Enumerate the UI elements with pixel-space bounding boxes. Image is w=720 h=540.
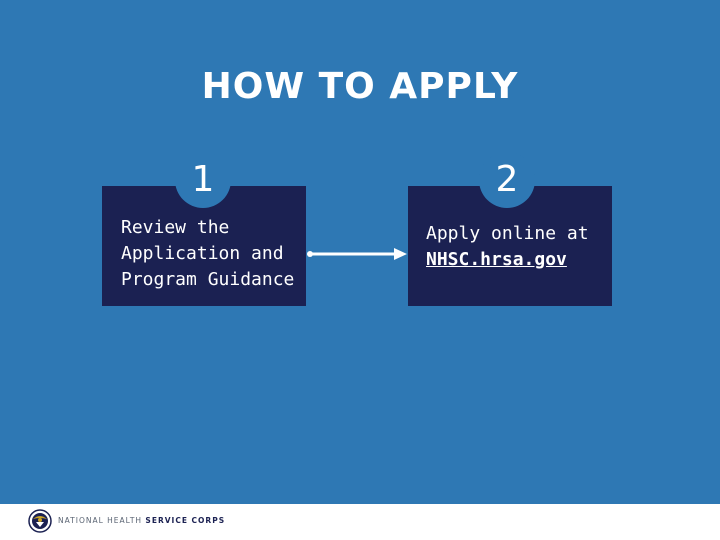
step-2-text [426, 221, 606, 273]
footer-org-emphasis: SERVICE CORPS [145, 516, 226, 525]
nhsc-website-link[interactable]: NHSC.hrsa.gov [426, 249, 567, 270]
step-2-number: 2 [479, 152, 535, 208]
footer-wordmark [58, 516, 225, 525]
step-1-line-3: Program Guidance [121, 269, 295, 290]
step-2-line: Apply online at [426, 223, 589, 244]
step-1-number: 1 [175, 152, 231, 208]
step-1-text [121, 215, 306, 293]
nhsc-seal-logo [28, 509, 52, 533]
step-1-line-1: Review the [121, 217, 230, 238]
footer-org-prefix: NATIONAL HEALTH [58, 516, 146, 525]
arrow-right-icon [306, 246, 408, 262]
slide-title: HOW TO APPLY [201, 66, 519, 107]
step-1-line-2: Application and [121, 243, 284, 264]
